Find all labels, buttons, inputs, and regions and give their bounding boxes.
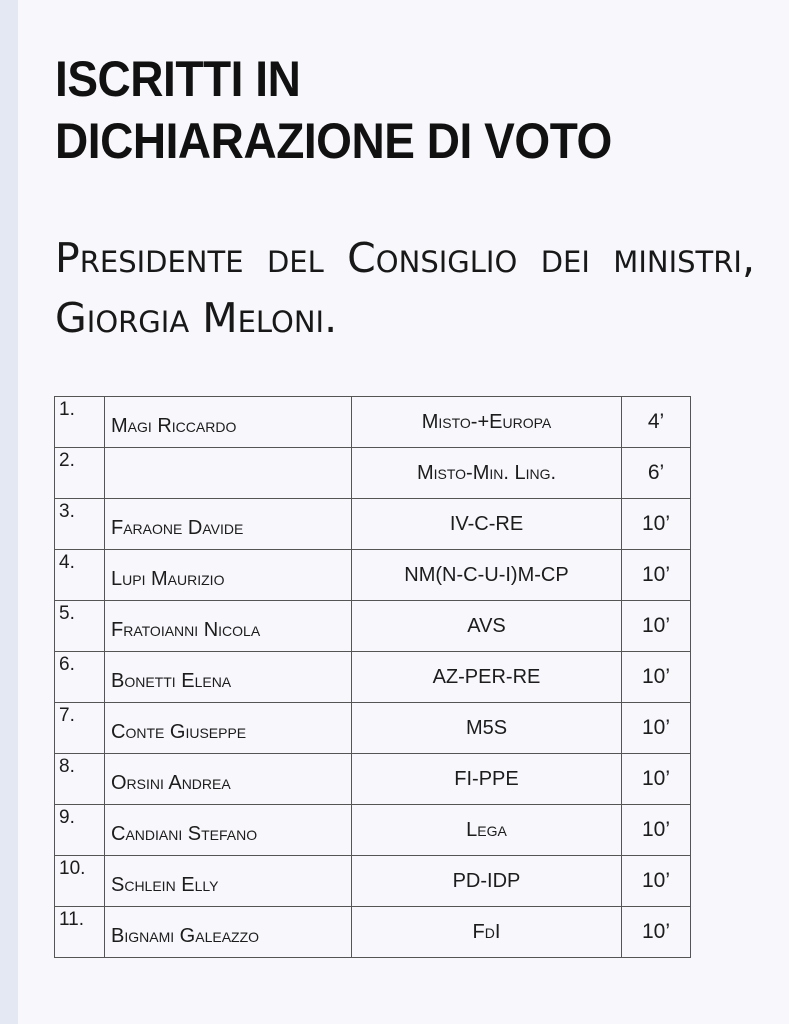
speakers-table-body bbox=[55, 397, 691, 958]
table-row bbox=[55, 856, 691, 907]
speaker-time: 10’ bbox=[622, 856, 691, 907]
speaker-name bbox=[105, 448, 352, 499]
speaker-time: 10’ bbox=[622, 652, 691, 703]
speaker-time: 10’ bbox=[622, 601, 691, 652]
speaker-group: NM(N-C-U-I)M-CP bbox=[352, 550, 622, 601]
speaker-group: M5S bbox=[352, 703, 622, 754]
speaker-group: Lega bbox=[352, 805, 622, 856]
speaker-group: PD-IDP bbox=[352, 856, 622, 907]
table-row bbox=[55, 754, 691, 805]
speaker-name: Magi Riccardo bbox=[105, 397, 352, 448]
subtitle: Presidente del Consiglio dei ministri, Giorgia Meloni. bbox=[55, 234, 755, 342]
table-row bbox=[55, 652, 691, 703]
table-row bbox=[55, 550, 691, 601]
page-title bbox=[55, 48, 612, 172]
table-row bbox=[55, 397, 691, 448]
speaker-name: Schlein Elly bbox=[105, 856, 352, 907]
speaker-time: 10’ bbox=[622, 550, 691, 601]
speaker-number: 3. bbox=[55, 499, 105, 550]
speaker-time: 10’ bbox=[622, 805, 691, 856]
speaker-name: Bignami Galeazzo bbox=[105, 907, 352, 958]
table-row bbox=[55, 703, 691, 754]
speaker-group: Misto-+Europa bbox=[352, 397, 622, 448]
speaker-number: 9. bbox=[55, 805, 105, 856]
speaker-number: 5. bbox=[55, 601, 105, 652]
speaker-name: Fratoianni Nicola bbox=[105, 601, 352, 652]
speaker-name: Conte Giuseppe bbox=[105, 703, 352, 754]
speaker-time: 10’ bbox=[622, 499, 691, 550]
title-line-2: DICHIARAZIONE DI VOTO bbox=[55, 113, 612, 169]
speaker-time: 10’ bbox=[622, 703, 691, 754]
speaker-group: FI-PPE bbox=[352, 754, 622, 805]
title-line-1: ISCRITTI IN bbox=[55, 51, 301, 107]
table-row bbox=[55, 601, 691, 652]
speaker-group: IV-C-RE bbox=[352, 499, 622, 550]
speaker-name: Orsini Andrea bbox=[105, 754, 352, 805]
speaker-number: 11. bbox=[55, 907, 105, 958]
table-row bbox=[55, 448, 691, 499]
speaker-number: 7. bbox=[55, 703, 105, 754]
table-row bbox=[55, 805, 691, 856]
speaker-name: Faraone Davide bbox=[105, 499, 352, 550]
table-row bbox=[55, 907, 691, 958]
speaker-group: FdI bbox=[352, 907, 622, 958]
speaker-number: 1. bbox=[55, 397, 105, 448]
speaker-group: Misto-Min. Ling. bbox=[352, 448, 622, 499]
speaker-number: 10. bbox=[55, 856, 105, 907]
speaker-group: AVS bbox=[352, 601, 622, 652]
speaker-name: Bonetti Elena bbox=[105, 652, 352, 703]
speaker-time: 10’ bbox=[622, 907, 691, 958]
speakers-table bbox=[54, 396, 691, 958]
speaker-name: Lupi Maurizio bbox=[105, 550, 352, 601]
speaker-number: 4. bbox=[55, 550, 105, 601]
left-edge-strip bbox=[0, 0, 18, 1024]
speaker-number: 6. bbox=[55, 652, 105, 703]
table-row bbox=[55, 499, 691, 550]
speaker-time: 6’ bbox=[622, 448, 691, 499]
speaker-name: Candiani Stefano bbox=[105, 805, 352, 856]
speaker-time: 4’ bbox=[622, 397, 691, 448]
speaker-number: 2. bbox=[55, 448, 105, 499]
speaker-number: 8. bbox=[55, 754, 105, 805]
speaker-time: 10’ bbox=[622, 754, 691, 805]
speaker-group: AZ-PER-RE bbox=[352, 652, 622, 703]
